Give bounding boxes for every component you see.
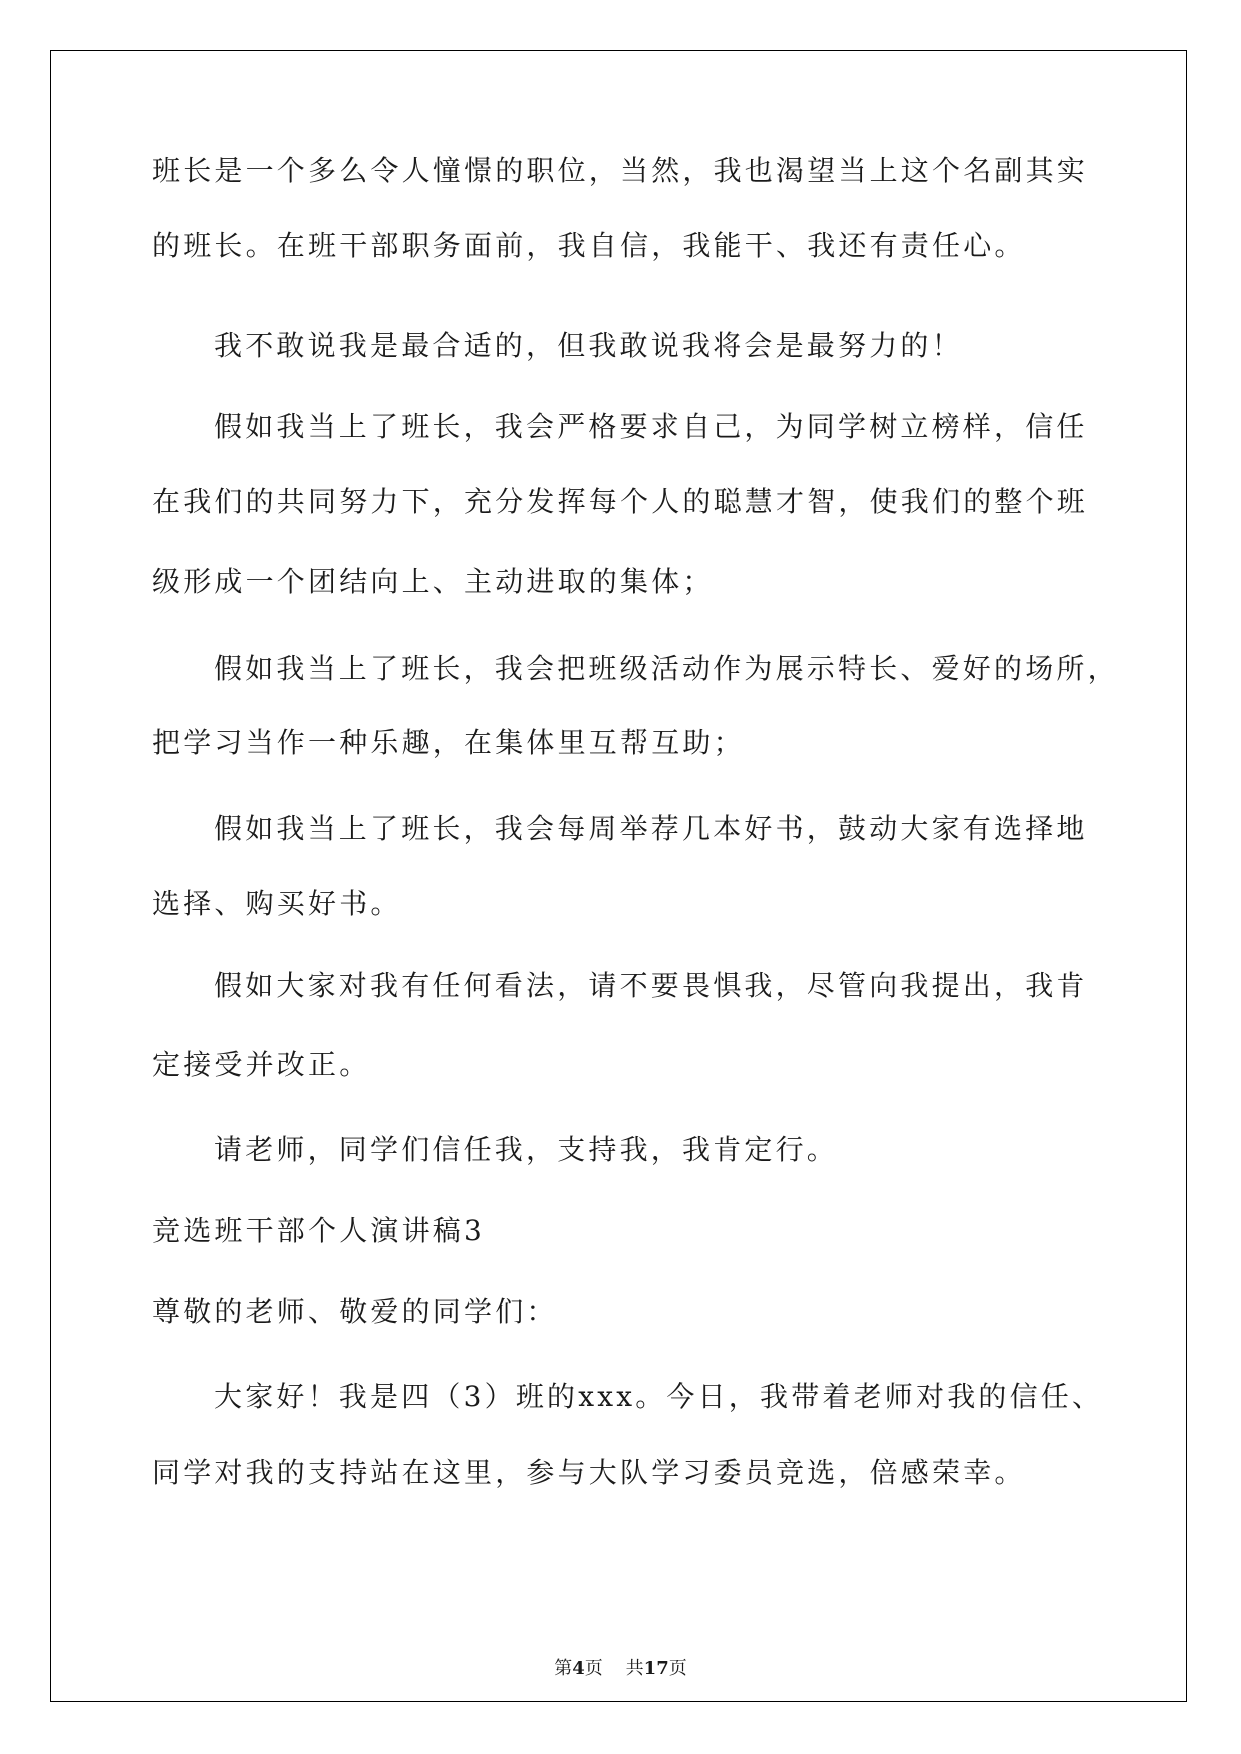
- body-paragraph: 假如我当上了班长，我会把班级活动作为展示特长、爱好的场所，: [214, 652, 1119, 685]
- total-pages-number: 17: [643, 1658, 669, 1679]
- footer-page-unit: 页: [584, 1658, 603, 1679]
- body-line: 同学对我的支持站在这里，参与大队学习委员竞选，倍感荣幸。: [152, 1456, 1026, 1489]
- body-paragraph: 请老师，同学们信任我，支持我，我肯定行。: [214, 1133, 839, 1166]
- page-footer: [0, 1657, 1241, 1681]
- body-line: 级形成一个团结向上、主动进取的集体；: [152, 565, 714, 598]
- body-paragraph: 假如我当上了班长，我会严格要求自己，为同学树立榜样，信任: [214, 410, 1088, 443]
- body-line: 定接受并改正。: [152, 1048, 371, 1081]
- body-paragraph: 假如我当上了班长，我会每周举荐几本好书，鼓动大家有选择地: [214, 812, 1088, 845]
- body-line: 的班长。在班干部职务面前，我自信，我能干、我还有责任心。: [152, 229, 1026, 262]
- body-line: 班长是一个多么令人憧憬的职位，当然，我也渴望当上这个名副其实: [152, 154, 1089, 187]
- body-line: 在我们的共同努力下，充分发挥每个人的聪慧才智，使我们的整个班: [152, 485, 1089, 518]
- footer-prefix: 第: [554, 1658, 573, 1679]
- current-page-number: 4: [572, 1658, 585, 1679]
- footer-total-unit: 页: [668, 1658, 687, 1679]
- body-line: 把学习当作一种乐趣，在集体里互帮互助；: [152, 726, 745, 759]
- body-line: 选择、购买好书。: [152, 887, 402, 920]
- body-paragraph: 大家好！我是四（3）班的xxx。今日，我带着老师对我的信任、: [214, 1380, 1104, 1413]
- footer-total-prefix: 共: [625, 1658, 644, 1679]
- body-paragraph: 假如大家对我有任何看法，请不要畏惧我，尽管向我提出，我肯: [214, 969, 1088, 1002]
- salutation: 尊敬的老师、敬爱的同学们：: [152, 1295, 558, 1328]
- body-paragraph: 我不敢说我是最合适的，但我敢说我将会是最努力的！: [214, 329, 963, 362]
- section-title: 竞选班干部个人演讲稿3: [152, 1214, 486, 1247]
